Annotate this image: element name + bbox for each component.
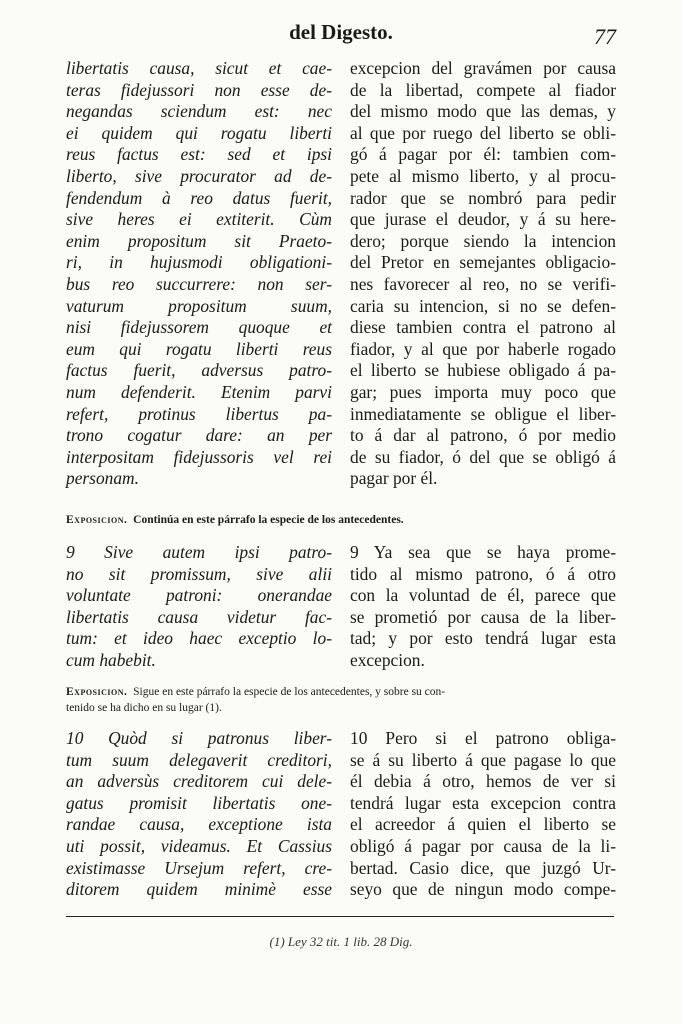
text-line: no sit promissum, sive alii [66, 563, 332, 584]
text-line: rador que se nombró para pedir [350, 187, 616, 208]
text-line: él debia á otro, hemos de ver si [350, 771, 616, 792]
text-line: al que por ruego del liberto se obli- [350, 122, 616, 143]
page-number: 77 [594, 24, 616, 49]
text-line: diese tambien contra el patrono al [350, 317, 616, 338]
text-line: el acreedor á quien el liberto se [350, 814, 616, 835]
text-line: fiador, y al que por haberle rogado [350, 338, 616, 359]
text-line: caria su intencion, si no se defen- [350, 295, 616, 316]
text-line: factus fuerit, adversus patro- [66, 360, 332, 381]
exposition-text: Continúa en este párrafo la especie de los antecedentes. [133, 514, 404, 526]
text-line: inmediatamente se obligue el liber- [350, 403, 616, 424]
exposition-note-2 [66, 684, 618, 716]
text-line: negandas sciendum est: nec [66, 101, 332, 122]
text-line: an adversùs creditorem cui dele- [66, 771, 332, 792]
footnote-rule [66, 916, 614, 917]
text-line: personam. [66, 468, 139, 489]
text-line: excepcion. [350, 649, 425, 670]
text-line: 9 Sive autem ipsi patro- [66, 542, 332, 562]
text-line: sive heres ei extiterit. Cùm [66, 209, 332, 230]
text-line: ei quidem qui rogatu liberti [66, 122, 332, 143]
text-line: obligó á pagar por causa de la li- [350, 835, 616, 856]
text-line: num defenderit. Etenim parvi [66, 381, 332, 402]
text-line: del Pretor en semejantes obligacio- [350, 252, 616, 273]
text-line: interpositam fidejussoris vel rei [66, 446, 332, 467]
text-line: excepcion del gravámen por causa [350, 58, 616, 78]
text-line: se á su liberto á que pagase lo que [350, 749, 616, 770]
text-line: tum: et ideo haec exceptio lo- [66, 628, 332, 649]
text-line: tendrá lugar esta excepcion contra [350, 792, 616, 813]
exposition-note-1 [66, 512, 618, 528]
text-line: cum habebit. [66, 649, 156, 670]
text-line: gatus promisit libertatis one- [66, 792, 332, 813]
text-line: 9 Ya sea que se haya prome- [350, 542, 616, 562]
text-line: dero; porque siendo la intencion [350, 230, 616, 251]
spanish-column-3 [350, 728, 616, 901]
text-line: uti possit, videamus. Et Cassius [66, 835, 332, 856]
text-line: teras fidejussori non esse de- [66, 79, 332, 100]
spanish-column-2 [350, 542, 616, 672]
text-line: ditorem quidem minimè esse [66, 879, 332, 900]
text-line: tum suum delegaverit creditori, [66, 749, 332, 770]
text-line: tad; y por esto tendrá lugar esta [350, 628, 616, 649]
text-line: reus factus est: sed et ipsi [66, 144, 332, 165]
footnote: (1) Ley 32 tit. 1 lib. 28 Dig. [269, 934, 413, 949]
text-line: se prometió por causa de la liber- [350, 606, 616, 627]
text-line: nisi fidejussorem quoque et [66, 317, 332, 338]
running-title: del Digesto. [289, 20, 393, 44]
exposition-text: Sigue en este párrafo la especie de los antecedentes, y sobre su con- [133, 686, 446, 698]
exposition-label: Exposicion. [66, 514, 128, 526]
text-line: bus reo succurrere: non ser- [66, 273, 332, 294]
text-line: 10 Quòd si patronus liber- [66, 728, 332, 748]
text-line: trono cogatur dare: an per [66, 425, 332, 446]
text-line: voluntate patroni: onerandae [66, 585, 332, 606]
text-line: libertatis causa, sicut et cae- [66, 58, 332, 78]
text-line: con la voluntad de él, parece que [350, 585, 616, 606]
text-line: gar; pues importa muy poco que [350, 381, 616, 402]
text-line: de su fiador, ó del que se obligó á [350, 446, 616, 467]
text-line: enim propositum sit Praeto- [66, 230, 332, 251]
exposition-label: Exposicion. [66, 686, 128, 698]
text-line: que jurase el deudor, y á su here- [350, 209, 616, 230]
text-line: refert, protinus libertus pa- [66, 403, 332, 424]
text-line: nes favorecer al reo, no se verifi- [350, 273, 616, 294]
text-line: eum qui rogatu liberti reus [66, 338, 332, 359]
text-line: ri, in hujusmodi obligationi- [66, 252, 332, 273]
text-line: del mismo modo que las demas, y [350, 101, 616, 122]
text-line: seyo que de ningun modo compe- [350, 879, 616, 900]
text-line: libertatis causa videtur fac- [66, 606, 332, 627]
text-line: fendendum à reo datus fuerit, [66, 187, 332, 208]
text-line: pagar por él. [350, 468, 438, 489]
text-line: el liberto se hubiese obligado á pa- [350, 360, 616, 381]
text-line: de la libertad, compete al fiador [350, 79, 616, 100]
text-line: bertad. Casio dice, que juzgó Ur- [350, 857, 616, 878]
text-line: 10 Pero si el patrono obliga- [350, 728, 616, 748]
spanish-column-1 [350, 58, 616, 490]
latin-column-3 [66, 728, 332, 901]
text-line: pete al mismo liberto, y al procu- [350, 165, 616, 186]
text-line: existimasse Ursejum refert, cre- [66, 857, 332, 878]
text-line: randae causa, exceptione ista [66, 814, 332, 835]
text-line: gó á pagar por él: tambien com- [350, 144, 616, 165]
latin-column-2 [66, 542, 332, 672]
text-line: liberto, sive procurator ad de- [66, 165, 332, 186]
text-line: vaturum propositum suum, [66, 295, 332, 316]
text-line: tido al mismo patrono, ó á otro [350, 563, 616, 584]
latin-column-1 [66, 58, 332, 490]
text-line: to á dar al patrono, ó por medio [350, 425, 616, 446]
exposition-text-continued: tenido se ha dicho en su lugar (1). [66, 702, 222, 714]
